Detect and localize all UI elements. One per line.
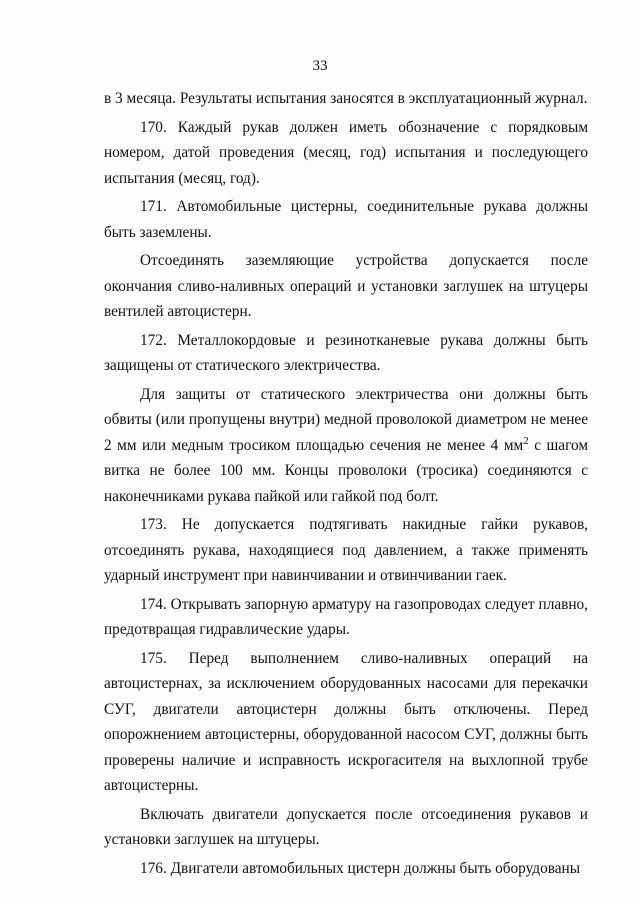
- paragraph-171-grounding: Отсоединять заземляющие устройства допускается после окончания сливо-наливных операций и установки заглушек на штуцеры вентилей автоцистерн.: [104, 252, 588, 320]
- paragraph-172-protection-text-after: с шагом витка не более 100 мм. Концы проволоки (тросика) соединяются с наконечниками рукава пайкой или гайкой под болт.: [104, 436, 589, 505]
- paragraph-176: 176. Двигатели автомобильных цистерн должны быть оборудованы: [140, 859, 581, 877]
- paragraph-171: 171. Автомобильные цистерны, соединительные рукава должны быть заземлены.: [104, 198, 588, 241]
- document-body: [104, 86, 588, 884]
- page-number: 33: [312, 58, 328, 74]
- paragraph-170: 170. Каждый рукав должен иметь обозначение с порядковым номером, датой проведения (месяц, год) испытания и последующего испытания (месяц, год).: [104, 118, 588, 187]
- superscript-square: 2: [523, 434, 529, 447]
- paragraph-175-engines: Включать двигатели допускается после отсоединения рукавов и установки заглушек на штуцеры.: [104, 805, 588, 848]
- paragraph-continuation: в 3 месяца. Результаты испытания заносятся в эксплуатационный журнал.: [104, 90, 588, 107]
- paragraph-174: 174. Открывать запорную арматуру на газопроводах следует плавно, предотвращая гидравлические удары.: [104, 595, 588, 638]
- paragraph-175: 175. Перед выполнением сливо-наливных операций на автоцистернах, за исключением оборудованных насосами для перекачки СУГ, двигатели автоцистерн должны быть отключены. Перед опорожнением автоцистерны, оборудованной насосом СУГ, должны быть проверены наличие и исправность искрогасителя на выхлопной трубе автоцистерны.: [104, 649, 588, 794]
- paragraph-172-protection: [104, 382, 588, 510]
- paragraph-172-protection-text-before: Для защиты от статического электричества они должны быть обвиты (или пропущены внутри) медной проволокой диаметром не менее 2 мм или медным тросиком площадью сечения не менее 4 мм: [104, 385, 588, 454]
- paragraph-172: 172. Металлокордовые и резинотканевые рукава должны быть защищены от статического электричества.: [104, 331, 588, 374]
- paragraph-173: 173. Не допускается подтягивать накидные гайки рукавов, отсоединять рукава, находящиеся под давлением, а также применять ударный инструмент при навинчивании и отвинчивании гаек.: [104, 516, 588, 584]
